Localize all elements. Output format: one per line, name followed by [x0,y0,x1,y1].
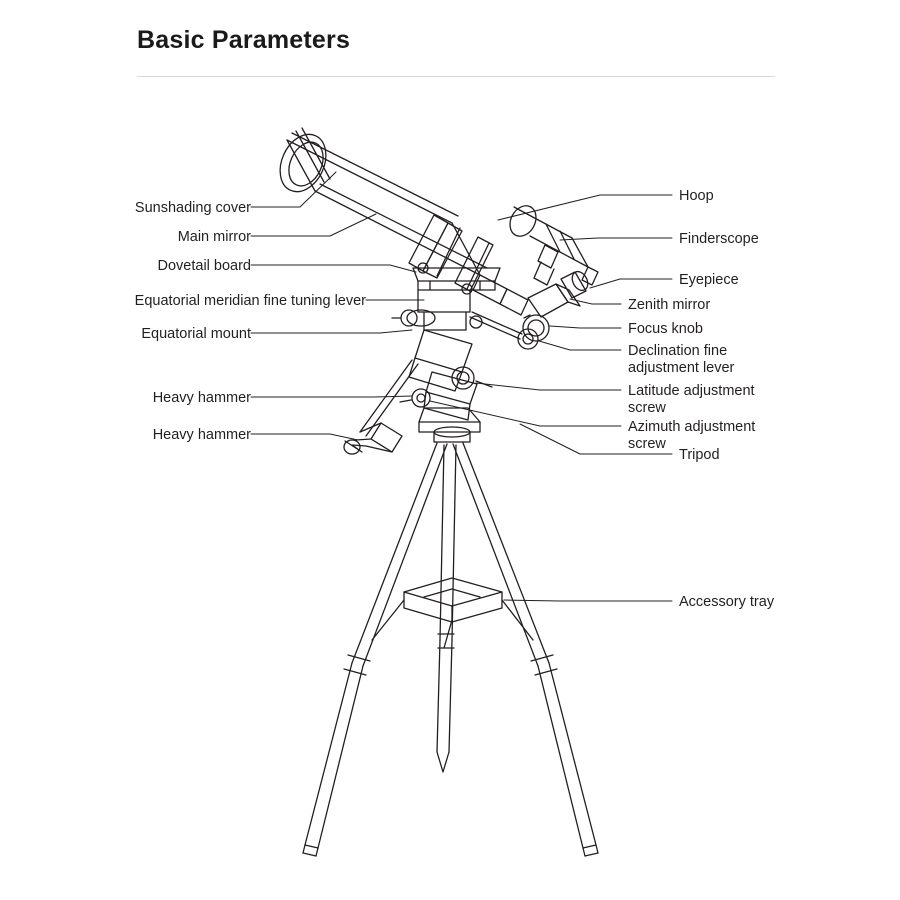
tripod [303,443,598,856]
label-main-mirror: Main mirror [177,229,251,245]
finderscope [505,201,598,285]
label-sunshading-cover: Sunshading cover [134,200,251,216]
label-declination-fine-adjustment-lever: Declination fine adjustment lever [628,343,735,376]
label-tripod: Tripod [679,447,720,463]
label-eyepiece: Eyepiece [679,272,739,288]
label-equatorial-meridian-fine-tuning-lever: Equatorial meridian fine tuning lever [134,293,366,309]
label-azimuth-adjustment-screw: Azimuth adjustment screw [628,419,756,452]
page-title: Basic Parameters [137,26,351,54]
label-focus-knob: Focus knob [628,321,703,337]
label-hoop: Hoop [679,188,714,204]
label-dovetail-board: Dovetail board [157,258,251,274]
label-equatorial-mount: Equatorial mount [141,326,251,342]
label-zenith-mirror: Zenith mirror [628,297,711,313]
label-heavy-hammer-upper: Heavy hammer [152,390,251,406]
main-tube [271,127,487,275]
label-accessory-tray: Accessory tray [679,594,775,610]
label-finderscope: Finderscope [679,231,759,247]
label-latitude-adjustment-screw: Latitude adjustment screw [628,383,755,416]
label-heavy-hammer-lower: Heavy hammer [152,427,251,443]
